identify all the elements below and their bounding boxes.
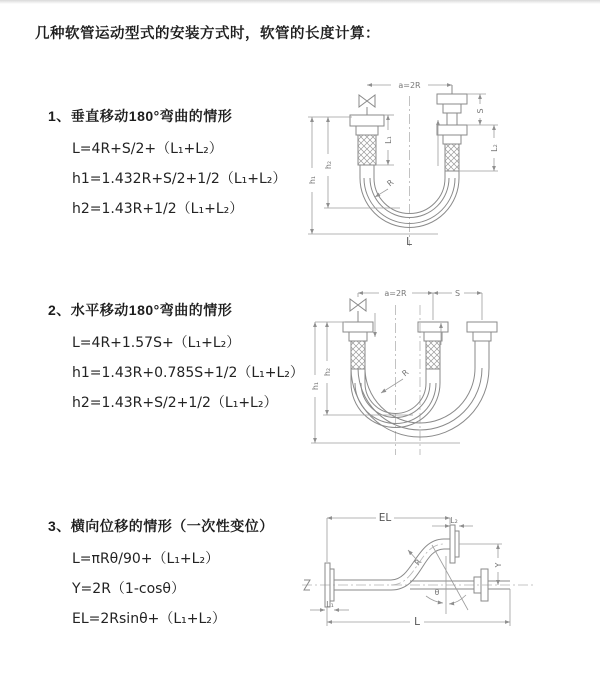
valve-icon (350, 299, 366, 322)
middle-pipe-fitting (418, 322, 448, 383)
dim-label-y: Y (494, 562, 503, 568)
section-3-heading: 3、横向位移的情形（一次性变位） (48, 518, 274, 534)
dim-label-h2: h₂ (324, 160, 333, 170)
dimension-lines (310, 518, 510, 626)
upper-flange (450, 525, 459, 563)
angle-construction (426, 545, 468, 614)
formula-line: Y=2R（1-cosθ） (72, 581, 185, 597)
section-2-heading: 2、水平移动180°弯曲的情形 (48, 302, 233, 318)
dimension-lines (308, 85, 498, 234)
centerlines (396, 305, 421, 455)
diagram-lateral-displacement (296, 500, 566, 640)
section-1-heading: 1、垂直移动180°弯曲的情形 (48, 108, 233, 124)
formula-line: EL=2Rsinθ+（L₁+L₂） (72, 611, 226, 627)
valve-icon (359, 95, 375, 115)
left-pipe-fitting (350, 115, 384, 178)
dim-label-el: EL (378, 512, 392, 524)
section-lateral-shift (48, 516, 328, 634)
length-label: L (414, 616, 420, 628)
length-label: L (406, 236, 412, 248)
dim-label-l1: L₁ (384, 136, 393, 144)
formula-line: h2=1.43R+1/2（L₁+L₂） (72, 201, 244, 217)
angle-label-theta: θ (434, 588, 440, 597)
section-vertical-bend (48, 106, 328, 224)
dimension-labels (326, 510, 503, 628)
radius-label: R (400, 367, 411, 379)
formula-line: L=πRθ/90+（L₁+L₂） (72, 551, 220, 567)
radius-label: R (412, 557, 424, 568)
dim-label-h1: h₁ (308, 175, 317, 185)
dim-label-a2r: a=2R (384, 289, 407, 298)
right-pipe-fitting (467, 322, 497, 368)
section-horizontal-bend (48, 300, 328, 418)
dim-label-l2: L₂ (450, 516, 458, 525)
formula-line: L=4R+1.57S+（L₁+L₂） (72, 335, 241, 351)
dim-label-s: S (454, 289, 461, 298)
diagram-horizontal-180-bend (305, 283, 550, 463)
dim-label-a2r: a=2R (398, 81, 421, 90)
dim-label-l1: L₁ (326, 600, 334, 609)
hose-u-bend (360, 178, 459, 228)
dim-label-s: S (476, 108, 485, 114)
formula-line: h1=1.43R+0.785S+1/2（L₁+L₂） (72, 365, 304, 381)
diagram-vertical-180-bend (298, 68, 533, 263)
dim-label-h1: h₁ (311, 381, 320, 391)
formula-line: L=4R+S/2+（L₁+L₂） (72, 141, 223, 157)
scan-edge-shadow (0, 0, 600, 4)
radius-label: R (385, 177, 396, 189)
dimension-lines (311, 293, 482, 443)
right-pipe-fitting (437, 85, 467, 178)
dim-label-h2: h₂ (323, 367, 332, 377)
page-title: 几种软管运动型式的安装方式时，软管的长度计算： (35, 26, 380, 42)
dim-label-l2: L₂ (490, 144, 499, 152)
formula-line: h1=1.432R+S/2+1/2（L₁+L₂） (72, 171, 287, 187)
formula-line: h2=1.43R+S/2+1/2（L₁+L₂） (72, 395, 278, 411)
